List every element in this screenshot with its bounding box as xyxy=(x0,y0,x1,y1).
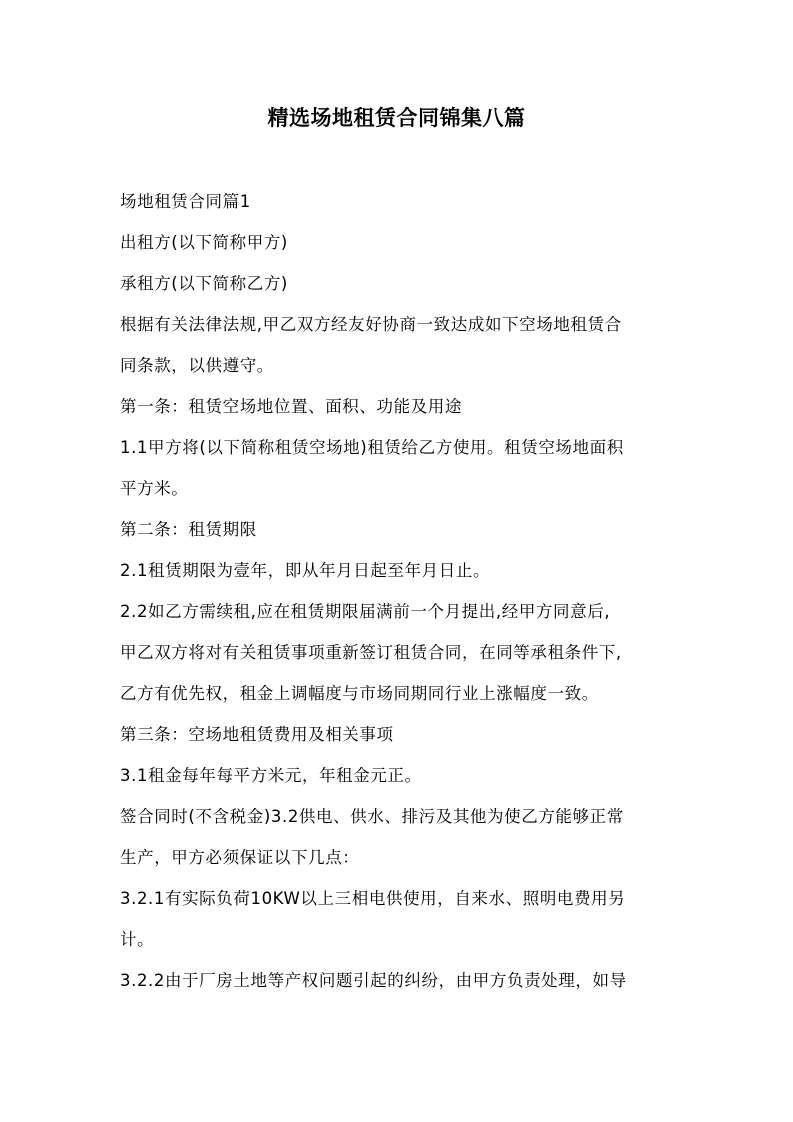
text-line: 平方米。 xyxy=(120,479,189,498)
text-line: 签合同时(不含税金)3.2供电、供水、排污及其他为使乙方能够正常 xyxy=(120,807,624,826)
text-line: 2.1租赁期限为壹年，即从年月日起至年月日止。 xyxy=(120,561,491,580)
document-body xyxy=(120,181,680,1001)
document-title: 精选场地租赁合同锦集八篇 xyxy=(267,106,526,130)
text-line: 乙方有优先权，租金上调幅度与市场同期同行业上涨幅度一致。 xyxy=(120,684,599,703)
text-line: 同条款，以供遵守。 xyxy=(120,356,274,375)
article-heading: 第一条：租赁空场地位置、面积、功能及用途 xyxy=(120,397,462,416)
section-heading: 场地租赁合同篇1 xyxy=(120,192,251,211)
text-line: 根据有关法律法规,甲乙双方经友好协商一致达成如下空场地租赁合 xyxy=(120,315,622,334)
text-line: 甲乙双方将对有关租赁事项重新签订租赁合同，在同等承租条件下, xyxy=(120,643,622,662)
text-line: 3.1租金每年每平方米元，年租金元正。 xyxy=(120,766,422,785)
article-heading: 第三条：空场地租赁费用及相关事项 xyxy=(120,725,394,744)
article-heading: 第二条：租赁期限 xyxy=(120,520,257,539)
text-line: 生产，甲方必须保证以下几点： xyxy=(120,848,360,867)
text-line: 3.2.1有实际负荷10KW以上三相电供使用，自来水、照明电费用另 xyxy=(120,889,626,908)
text-line: 2.2如乙方需续租,应在租赁期限届满前一个月提出,经甲方同意后, xyxy=(120,602,611,621)
text-line: 3.2.2由于厂房土地等产权问题引起的纠纷，由甲方负责处理，如导 xyxy=(120,971,627,990)
text-line: 计。 xyxy=(120,930,155,949)
text-line: 1.1甲方将(以下简称租赁空场地)租赁给乙方使用。租赁空场地面积 xyxy=(120,438,624,457)
text-line: 承租方(以下简称乙方) xyxy=(120,274,288,293)
text-line: 出租方(以下简称甲方) xyxy=(120,233,288,252)
